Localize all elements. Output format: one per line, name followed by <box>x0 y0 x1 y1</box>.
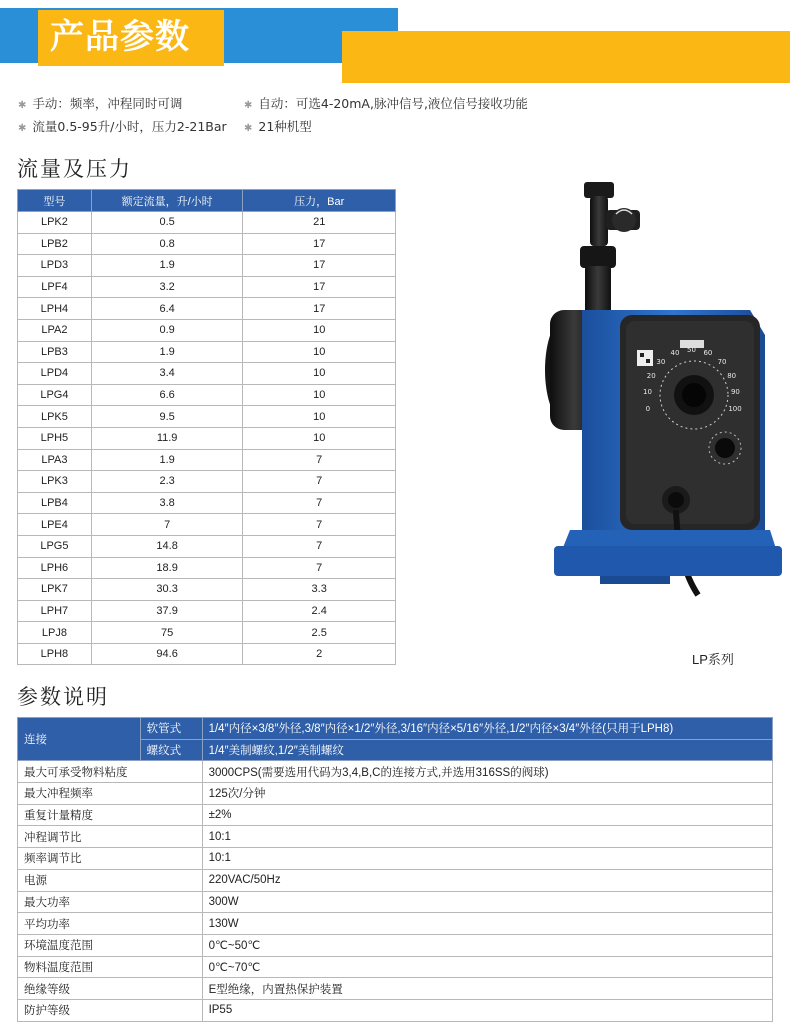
dial-number-label: 0 <box>645 405 651 414</box>
hose-type-value: 1/4″内径×3/8″外径,3/8″内径×1/2″外径,3/16″内径×5/16″外径,1/2″内径×3/4″外径(只用于LPH8) <box>202 718 772 740</box>
column-header-flow: 额定流量，升/小时 <box>91 190 243 212</box>
bullet-star-icon: ✱ <box>18 100 27 111</box>
dial-number-label: 90 <box>730 388 740 397</box>
table-row <box>18 319 396 341</box>
cell-pressure: 7 <box>243 514 396 536</box>
cell-flow: 3.4 <box>91 363 243 385</box>
table-row <box>18 427 396 449</box>
dial-number-label: 30 <box>656 358 666 367</box>
cell-pressure: 10 <box>243 427 396 449</box>
param-value: 220VAC/50Hz <box>202 869 772 891</box>
cell-flow: 0.9 <box>91 319 243 341</box>
param-label: 最大功率 <box>18 891 203 913</box>
cell-pressure: 7 <box>243 471 396 493</box>
table-row <box>18 622 396 644</box>
param-value: 0℃~50℃ <box>202 934 772 956</box>
param-label: 重复计量精度 <box>18 804 203 826</box>
cell-model: LPH5 <box>18 427 92 449</box>
feature-item: ✱ 流量0.5-95升/小时，压力2-21Bar <box>18 119 227 134</box>
table-row <box>18 406 396 428</box>
cell-model: LPE4 <box>18 514 92 536</box>
cell-flow: 7 <box>91 514 243 536</box>
table-row <box>18 449 396 471</box>
pump-product-image <box>540 170 785 610</box>
table-row <box>18 341 396 363</box>
table-row <box>18 826 773 848</box>
cell-model: LPA2 <box>18 319 92 341</box>
cell-flow: 18.9 <box>91 557 243 579</box>
table-row <box>18 255 396 277</box>
table-header-row <box>18 190 396 212</box>
table-row <box>18 579 396 601</box>
cell-model: LPH8 <box>18 643 92 665</box>
dial-number-label: 10 <box>643 388 652 397</box>
cell-model: LPH4 <box>18 298 92 320</box>
cell-pressure: 21 <box>243 212 396 234</box>
cell-pressure: 10 <box>243 384 396 406</box>
feature-item: ✱ 21种机型 <box>244 119 312 134</box>
param-value: ±2% <box>202 804 772 826</box>
table-row <box>18 643 396 665</box>
cell-model: LPA3 <box>18 449 92 471</box>
param-value: IP55 <box>202 999 772 1021</box>
thread-type-value: 1/4″美制螺纹,1/2″美制螺纹 <box>202 739 772 761</box>
cell-model: LPK2 <box>18 212 92 234</box>
param-label: 电源 <box>18 869 203 891</box>
table-row <box>18 913 773 935</box>
table-row <box>18 804 773 826</box>
cell-model: LPB4 <box>18 492 92 514</box>
param-value: 130W <box>202 913 772 935</box>
cell-pressure: 17 <box>243 233 396 255</box>
cell-flow: 3.2 <box>91 276 243 298</box>
cell-model: LPB2 <box>18 233 92 255</box>
cell-flow: 75 <box>91 622 243 644</box>
cell-model: LPD4 <box>18 363 92 385</box>
bullet-star-icon: ✱ <box>244 100 253 111</box>
table-row <box>18 363 396 385</box>
cell-flow: 3.8 <box>91 492 243 514</box>
cell-flow: 1.9 <box>91 449 243 471</box>
cell-flow: 0.5 <box>91 212 243 234</box>
cell-pressure: 3.3 <box>243 579 396 601</box>
table-row <box>18 471 396 493</box>
cell-flow: 0.8 <box>91 233 243 255</box>
param-value: 125次/分钟 <box>202 783 772 805</box>
param-value: 0℃~70℃ <box>202 956 772 978</box>
table-row <box>18 956 773 978</box>
cell-flow: 11.9 <box>91 427 243 449</box>
cell-flow: 6.4 <box>91 298 243 320</box>
dial-number-label: 60 <box>703 349 713 358</box>
param-section-heading: 参数说明 <box>17 685 109 709</box>
flow-pressure-table <box>17 189 396 665</box>
param-value: 3000CPS(需要选用代码为3,4,B,C的连接方式,并选用316SS的阀球) <box>202 761 772 783</box>
cell-pressure: 10 <box>243 319 396 341</box>
table-row <box>18 514 396 536</box>
cell-pressure: 7 <box>243 492 396 514</box>
cell-pressure: 10 <box>243 341 396 363</box>
cell-pressure: 10 <box>243 406 396 428</box>
product-caption: LP系列 <box>692 652 734 667</box>
hose-type-label: 软管式 <box>140 718 202 740</box>
bullet-star-icon: ✱ <box>18 123 27 134</box>
flow-section-heading: 流量及压力 <box>17 157 132 181</box>
cell-model: LPK7 <box>18 579 92 601</box>
dial-number-label: 80 <box>727 372 737 381</box>
param-value: 10:1 <box>202 848 772 870</box>
bullet-star-icon: ✱ <box>244 123 253 134</box>
cell-flow: 37.9 <box>91 600 243 622</box>
cell-model: LPK3 <box>18 471 92 493</box>
param-value: 10:1 <box>202 826 772 848</box>
cell-pressure: 2.5 <box>243 622 396 644</box>
cell-pressure: 7 <box>243 535 396 557</box>
table-row <box>18 535 396 557</box>
connection-label: 连接 <box>18 718 141 761</box>
cell-flow: 30.3 <box>91 579 243 601</box>
cell-model: LPD3 <box>18 255 92 277</box>
thread-type-label: 螺纹式 <box>140 739 202 761</box>
param-label: 平均功率 <box>18 913 203 935</box>
cell-pressure: 10 <box>243 363 396 385</box>
cell-pressure: 7 <box>243 557 396 579</box>
cell-flow: 1.9 <box>91 255 243 277</box>
table-row <box>18 999 773 1021</box>
cell-model: LPJ8 <box>18 622 92 644</box>
param-label: 最大可承受物料粘度 <box>18 761 203 783</box>
parameter-table <box>17 717 773 1022</box>
cell-flow: 6.6 <box>91 384 243 406</box>
table-row <box>18 276 396 298</box>
banner-orange-bar <box>342 31 790 83</box>
dial-number-label: 20 <box>646 372 656 381</box>
table-row <box>18 891 773 913</box>
dial-number-label: 50 <box>687 346 696 354</box>
cell-model: LPH6 <box>18 557 92 579</box>
table-row <box>18 978 773 1000</box>
dial-number-label: 40 <box>670 349 680 358</box>
cell-flow: 94.6 <box>91 643 243 665</box>
cell-model: LPH7 <box>18 600 92 622</box>
feature-item: ✱ 自动：可选4-20mA,脉冲信号,液位信号接收功能 <box>244 96 528 111</box>
cell-pressure: 17 <box>243 298 396 320</box>
table-row <box>18 783 773 805</box>
table-row <box>18 600 396 622</box>
pump-illustration <box>540 170 785 610</box>
table-row <box>18 934 773 956</box>
table-row <box>18 212 396 234</box>
cell-pressure: 2 <box>243 643 396 665</box>
cell-flow: 9.5 <box>91 406 243 428</box>
cell-flow: 1.9 <box>91 341 243 363</box>
cell-pressure: 7 <box>243 449 396 471</box>
param-value: E型绝缘，内置热保护装置 <box>202 978 772 1000</box>
param-label: 环境温度范围 <box>18 934 203 956</box>
cell-model: LPG4 <box>18 384 92 406</box>
cell-model: LPF4 <box>18 276 92 298</box>
table-row <box>18 298 396 320</box>
feature-item: ✱ 手动：频率，冲程同时可调 <box>18 96 183 111</box>
cell-model: LPG5 <box>18 535 92 557</box>
table-row <box>18 557 396 579</box>
cell-pressure: 17 <box>243 276 396 298</box>
cell-model: LPK5 <box>18 406 92 428</box>
param-value: 300W <box>202 891 772 913</box>
param-label: 频率调节比 <box>18 848 203 870</box>
table-row <box>18 233 396 255</box>
table-row <box>18 848 773 870</box>
cell-flow: 2.3 <box>91 471 243 493</box>
column-header-pressure: 压力，Bar <box>243 190 396 212</box>
table-row <box>18 492 396 514</box>
param-label: 冲程调节比 <box>18 826 203 848</box>
cell-pressure: 17 <box>243 255 396 277</box>
param-label: 物料温度范围 <box>18 956 203 978</box>
dial-number-label: 70 <box>717 358 727 367</box>
cell-model: LPB3 <box>18 341 92 363</box>
table-row <box>18 761 773 783</box>
page-title: 产品参数 <box>50 17 190 57</box>
param-label: 绝缘等级 <box>18 978 203 1000</box>
param-label: 防护等级 <box>18 999 203 1021</box>
param-label: 最大冲程频率 <box>18 783 203 805</box>
table-row <box>18 384 396 406</box>
cell-pressure: 2.4 <box>243 600 396 622</box>
cell-flow: 14.8 <box>91 535 243 557</box>
dial-number-label: 100 <box>728 405 742 414</box>
column-header-model: 型号 <box>18 190 92 212</box>
table-row <box>18 869 773 891</box>
table-row <box>18 718 773 740</box>
